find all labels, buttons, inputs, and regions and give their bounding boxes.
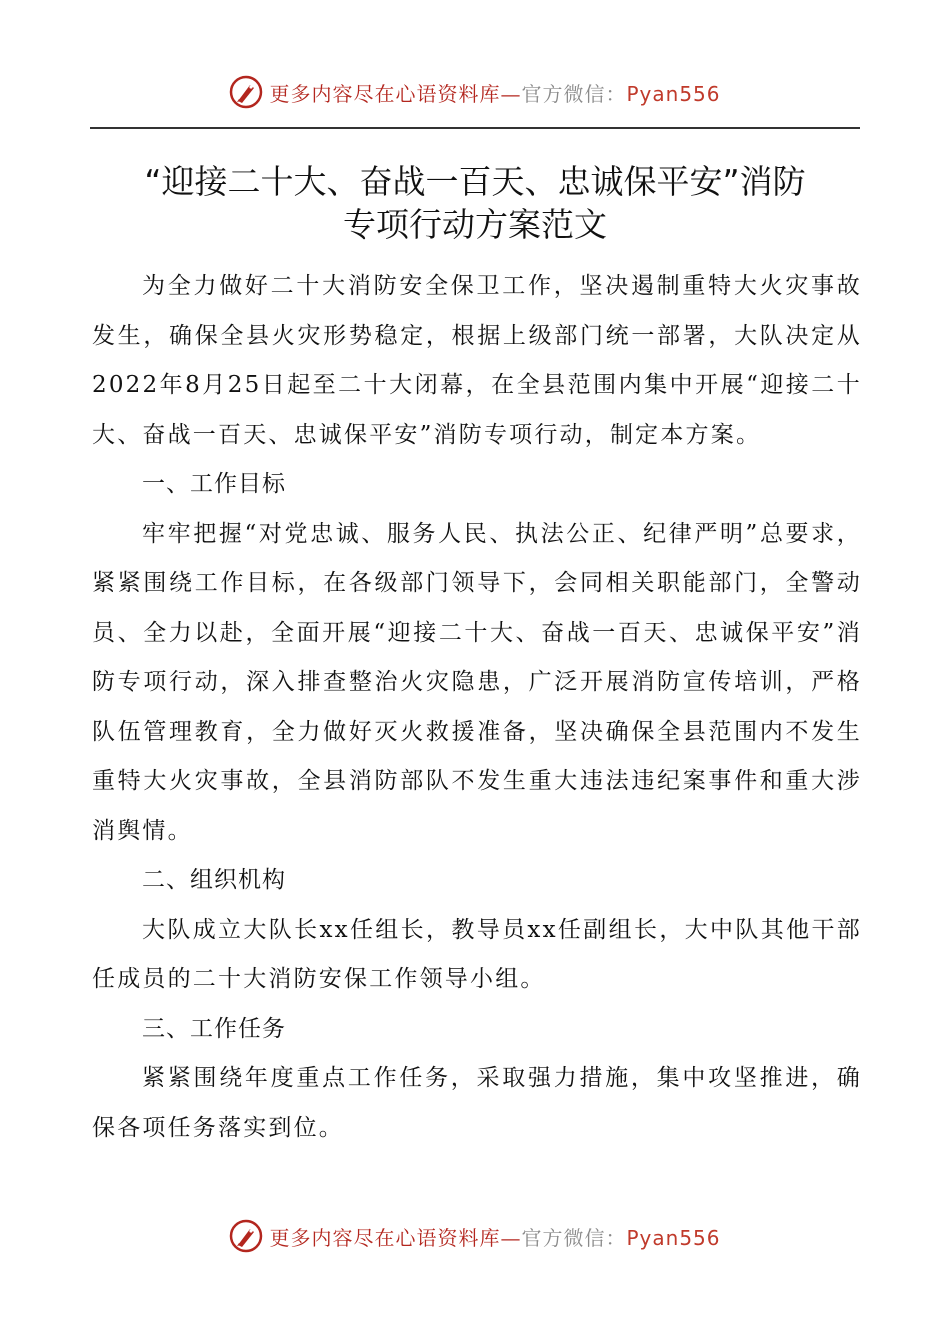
header-watermark bbox=[0, 72, 950, 112]
section-heading-organization: 二、组织机构 bbox=[142, 867, 286, 893]
watermark-text bbox=[269, 78, 720, 107]
title-line-2: 专项行动方案范文 bbox=[343, 205, 607, 244]
footer-watermark bbox=[0, 1216, 950, 1256]
watermark-wechat-id: Pyan556 bbox=[626, 1225, 721, 1250]
intro-paragraph: 为全力做好二十大消防安全保卫工作，坚决遏制重特大火灾事故发生，确保全县火灾形势稳定，根据上级部门统一部署，大队决定从2022年8月25日起至二十大闭幕，在全县范围内集中开展“迎接二十大、奋战一百天、忠诚保平安”消防专项行动，制定本方案。 bbox=[92, 273, 862, 448]
watermark-main: 更多内容尽在心语资料库— bbox=[269, 81, 522, 106]
document-title bbox=[70, 160, 880, 246]
watermark-wechat-id: Pyan556 bbox=[626, 81, 721, 106]
section-heading-tasks: 三、工作任务 bbox=[142, 1015, 286, 1042]
watermark-main: 更多内容尽在心语资料库— bbox=[269, 1225, 522, 1250]
watermark-wechat-label: 官方微信： bbox=[521, 1225, 627, 1250]
watermark-text bbox=[269, 1222, 720, 1251]
header-divider bbox=[90, 127, 860, 129]
pen-nib-logo-icon bbox=[229, 75, 263, 109]
document-body bbox=[92, 262, 862, 1153]
section-heading-goals: 一、工作目标 bbox=[142, 471, 286, 497]
section-body-organization: 大队成立大队长xx任组长，教导员xx任副组长，大中队其他干部任成员的二十大消防安保工作领导小组。 bbox=[92, 916, 862, 992]
title-line-1: “迎接二十大、奋战一百天、忠诚保平安”消防 bbox=[144, 162, 806, 201]
watermark-wechat-label: 官方微信： bbox=[521, 81, 627, 106]
section-body-tasks: 紧紧围绕年度重点工作任务，采取强力措施，集中攻坚推进，确保各项任务落实到位。 bbox=[92, 1065, 862, 1141]
section-body-goals: 牢牢把握“对党忠诚、服务人民、执法公正、纪律严明”总要求，紧紧围绕工作目标，在各级部门领导下，会同相关职能部门，全警动员、全力以赴，全面开展“迎接二十大、奋战一百天、忠诚保平安”消防专项行动，深入排查整治火灾隐患，广泛开展消防宣传培训，严格队伍管理教育，全力做好灭火救援准备，坚决确保全县范围内不发生重特大火灾事故，全县消防部队不发生重大违法违纪案事件和重大涉消舆情。 bbox=[92, 520, 862, 844]
pen-nib-logo-icon bbox=[229, 1219, 263, 1253]
